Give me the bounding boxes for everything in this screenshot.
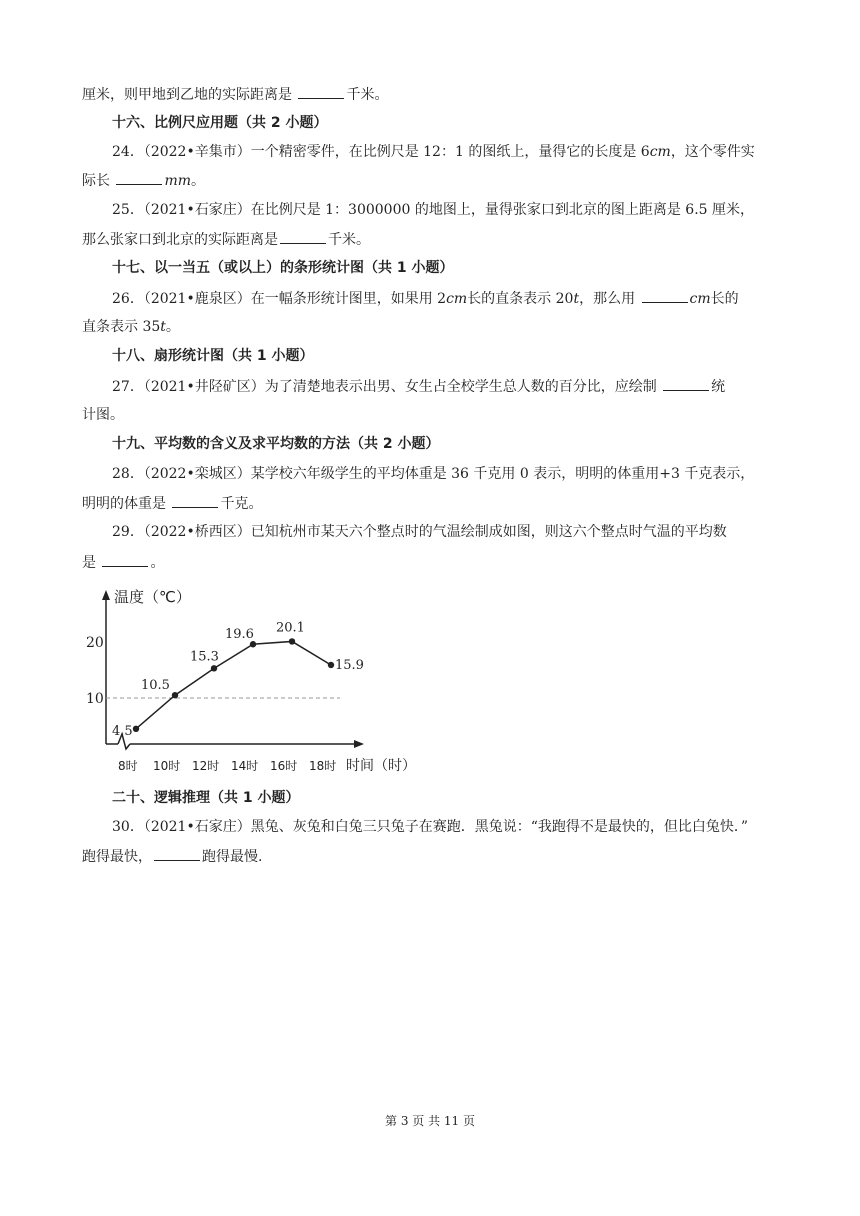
- temperature-line-chart: [78, 584, 438, 784]
- question-24-line1: [112, 142, 755, 162]
- text: 际长: [82, 173, 110, 189]
- text: 跑得最快，: [82, 849, 152, 865]
- question-28-line1: 28．（2022•栾城区）某学校六年级学生的平均体重是 36 千克用 0 表示，明明的体重用+3 千克表示，: [112, 466, 755, 482]
- x-tick-label: 10时: [153, 759, 181, 773]
- data-label: 15.3: [190, 649, 219, 665]
- page-footer: 第 3 页 共 11 页: [385, 1114, 475, 1128]
- text: 24．（2022•辛集市）一个精密零件，在比例尺是 12：1 的图纸上，量得它的长度是 6: [112, 144, 650, 160]
- answer-blank[interactable]: [642, 288, 688, 303]
- x-tick-label: 18时: [309, 759, 337, 773]
- text: 千克。: [220, 496, 263, 512]
- section-heading-19: 十九、平均数的含义及求平均数的方法（共 2 小题）: [112, 436, 440, 452]
- text: 明明的体重是: [82, 496, 166, 512]
- unit: cm: [649, 144, 671, 160]
- data-point: [133, 726, 139, 732]
- text: 。: [191, 173, 206, 189]
- text: 千米。: [328, 232, 370, 248]
- data-label: 19.6: [225, 627, 254, 643]
- text: 千米。: [346, 87, 389, 103]
- section-heading-18: 十八、扇形统计图（共 1 小题）: [112, 348, 314, 364]
- y-axis-arrow: [102, 590, 110, 600]
- unit: cm: [689, 291, 711, 307]
- section-heading-16: 十六、比例尺应用题（共 2 小题）: [112, 115, 328, 131]
- text: 直条表示 35: [82, 319, 161, 335]
- data-label: 4.5: [112, 723, 133, 739]
- data-point: [328, 662, 334, 668]
- y-tick-label: 10: [86, 691, 104, 707]
- answer-blank[interactable]: [172, 493, 218, 508]
- data-label: 15.9: [335, 657, 364, 673]
- question-25-line2: [82, 229, 370, 250]
- answer-blank[interactable]: [298, 84, 344, 99]
- text: 27．（2021•井陉矿区）为了清楚地表示出男、女生占全校学生总人数的百分比，应绘制: [112, 379, 657, 395]
- question-23-tail: [82, 84, 388, 105]
- x-tick-label: 14时: [231, 759, 259, 773]
- text: ，那么用: [579, 291, 636, 307]
- x-axis-label: 时间（时）: [346, 758, 416, 774]
- y-tick-label: 20: [86, 635, 104, 651]
- question-26-line2: [82, 317, 180, 337]
- data-label: 20.1: [276, 620, 305, 636]
- question-26-line1: [112, 288, 739, 309]
- text: 。: [150, 555, 165, 571]
- text: 26．（2021•鹿泉区）在一幅条形统计图里，如果用 2: [112, 291, 447, 307]
- question-30-line2: [82, 846, 262, 867]
- text: 厘米，则甲地到乙地的实际距离是: [82, 87, 292, 103]
- question-25-line1: 25．（2021•石家庄）在比例尺是 1：3000000 的地图上，量得张家口到北京的图上距离是 6.5 厘米，: [112, 202, 755, 218]
- data-label: 10.5: [141, 678, 170, 694]
- answer-blank[interactable]: [154, 846, 200, 861]
- answer-blank[interactable]: [663, 376, 709, 391]
- data-point: [172, 692, 178, 698]
- answer-blank[interactable]: [102, 552, 148, 567]
- question-27-line1: [112, 376, 725, 397]
- unit: t: [160, 319, 166, 335]
- question-29-line1: 29．（2022•桥西区）已知杭州市某天六个整点时的气温绘制成如图，则这六个整点时气温的平均数: [112, 524, 727, 540]
- text: ，这个零件实: [670, 144, 755, 160]
- question-27-line2: 计图。: [82, 407, 124, 423]
- answer-blank[interactable]: [280, 229, 326, 244]
- unit: mm: [164, 173, 192, 189]
- text: 统: [711, 379, 726, 395]
- section-heading-17: 十七、以一当五（或以上）的条形统计图（共 1 小题）: [112, 260, 454, 276]
- unit: cm: [446, 291, 468, 307]
- text: 长的直条表示 20: [467, 291, 574, 307]
- x-axis-arrow: [354, 740, 364, 748]
- data-point: [211, 665, 217, 671]
- question-24-line2: [82, 170, 205, 191]
- text: 那么张家口到北京的实际距离是: [82, 232, 278, 248]
- x-tick-label: 12时: [192, 759, 220, 773]
- question-28-line2: [82, 493, 262, 514]
- text: 是: [82, 555, 96, 571]
- x-tick-label: 8时: [118, 759, 138, 773]
- x-tick-label: 16时: [270, 759, 298, 773]
- text: 长的: [710, 291, 739, 307]
- question-29-line2: [82, 552, 164, 573]
- question-30-line1: 30．（2021•石家庄）黑兔、灰兔和白兔三只兔子在赛跑．黑兔说：“我跑得不是最快的，但比白兔快．”: [112, 819, 749, 835]
- section-heading-20: 二十、逻辑推理（共 1 小题）: [112, 790, 300, 806]
- data-point: [289, 638, 295, 644]
- text: 跑得最慢.: [202, 849, 263, 865]
- unit: t: [573, 291, 580, 307]
- y-axis-label: 温度（℃）: [114, 588, 191, 606]
- answer-blank[interactable]: [116, 170, 162, 185]
- text: 。: [165, 319, 180, 335]
